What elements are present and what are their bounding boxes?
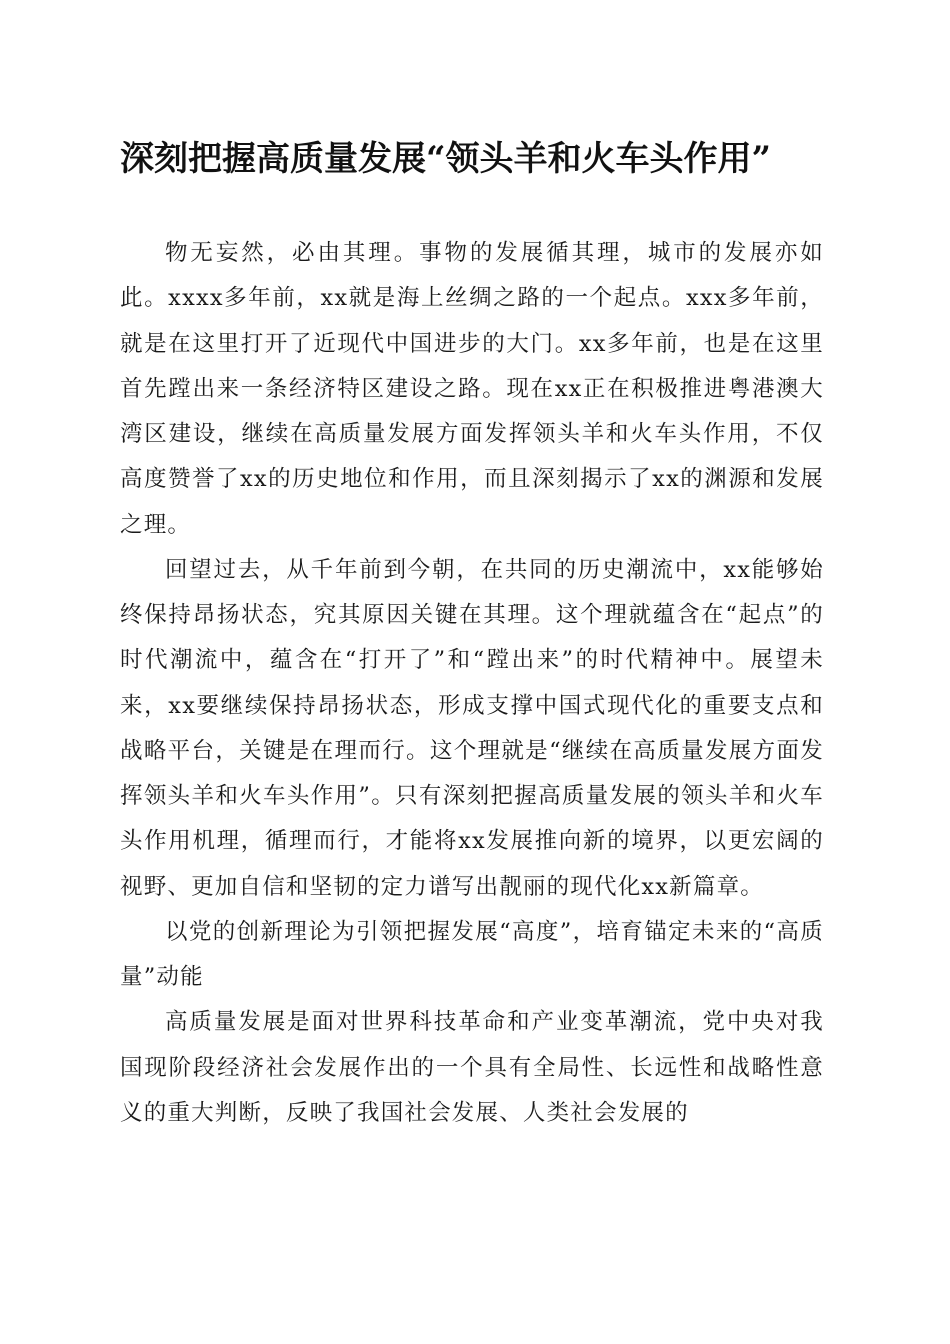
document-title: 深刻把握高质量发展“领头羊和火车头作用” xyxy=(120,139,772,179)
document-body xyxy=(120,231,824,1136)
section-heading: 以党的创新理论为引领把握发展“高度”，培育锚定未来的“高质量”动能 xyxy=(120,918,824,990)
paragraph: 物无妄然，必由其理。事物的发展循其理，城市的发展亦如此。xxxx多年前，xx就是海上丝绸之路的一个起点。xxx多年前，就是在这里打开了近现代中国进步的大门。xx多年前，也是在这里首先蹚出来一条经济特区建设之路。现在xx正在积极推进粤港澳大湾区建设，继续在高质量发展方面发挥领头羊和火车头作用，不仅高度赞誉了xx的历史地位和作用，而且深刻揭示了xx的渊源和发展之理。 xyxy=(120,240,824,538)
paragraph: 回望过去，从千年前到今朝，在共同的历史潮流中，xx能够始终保持昂扬状态，究其原因关键在其理。这个理就蕴含在“起点”的时代潮流中，蕴含在“打开了”和“蹚出来”的时代精神中。展望未来，xx要继续保持昂扬状态，形成支撑中国式现代化的重要支点和战略平台，关键是在理而行。这个理就是“继续在高质量发展方面发挥领头羊和火车头作用”。只有深刻把握高质量发展的领头羊和火车头作用机理，循理而行，才能将xx发展推向新的境界，以更宏阔的视野、更加自信和坚韧的定力谱写出靓丽的现代化xx新篇章。 xyxy=(120,556,824,900)
paragraph: 高质量发展是面对世界科技革命和产业变革潮流，党中央对我国现阶段经济社会发展作出的一个具有全局性、长远性和战略性意义的重大判断，反映了我国社会发展、人类社会发展的 xyxy=(120,1009,824,1126)
